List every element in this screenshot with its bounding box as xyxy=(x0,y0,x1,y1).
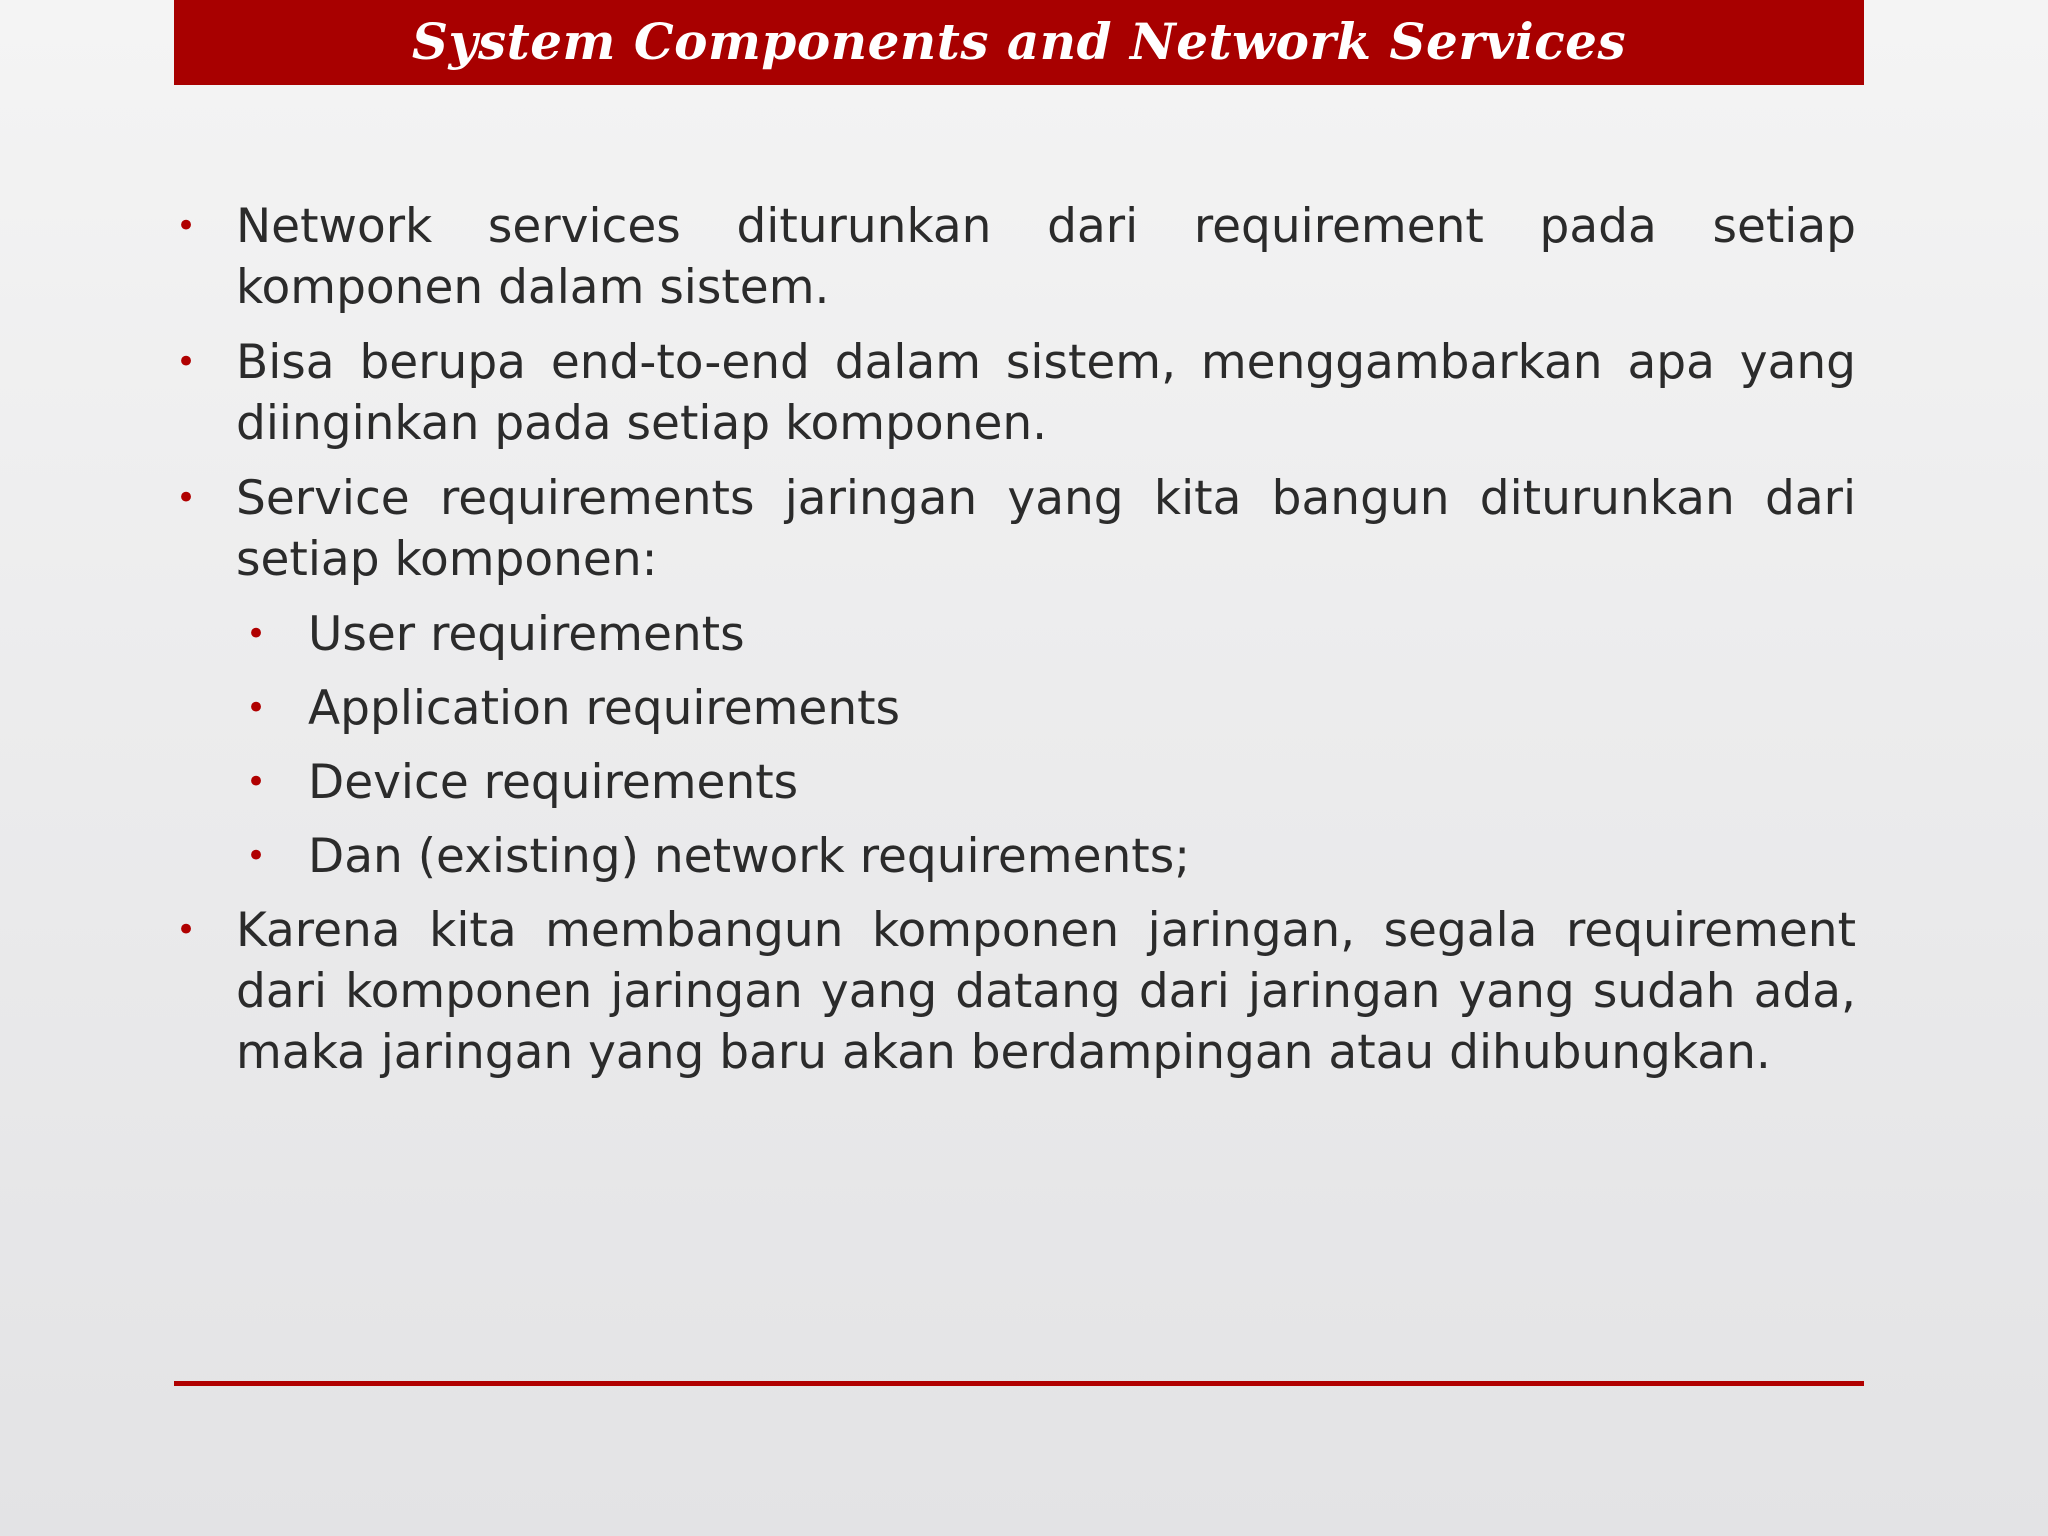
bullet-list xyxy=(174,196,1856,1097)
bullet-icon: • xyxy=(246,614,267,654)
sub-bullet-item xyxy=(174,752,1856,813)
sub-bullet-text: Device requirements xyxy=(308,755,799,810)
bullet-text: Karena kita membangun komponen jaringan, segala requirement dari komponen jaringan yang datang dari jaringan yang sudah ada, maka jaringan yang baru akan berdampingan atau dihubungkan. xyxy=(236,903,1856,1080)
bullet-item xyxy=(174,900,1856,1083)
bullet-icon: • xyxy=(246,836,267,876)
title-bar xyxy=(174,0,1864,85)
bullet-icon: • xyxy=(246,762,267,802)
sub-bullet-text: Dan (existing) network requirements; xyxy=(308,829,1191,884)
bullet-text: Network services diturunkan dari requirement pada setiap komponen dalam sistem. xyxy=(236,199,1856,315)
bullet-item xyxy=(174,196,1856,318)
bullet-text: Bisa berupa end-to-end dalam sistem, menggambarkan apa yang diinginkan pada setiap komponen. xyxy=(236,335,1856,451)
bullet-icon: • xyxy=(176,910,197,950)
bullet-icon: • xyxy=(176,478,197,518)
bullet-icon: • xyxy=(176,206,197,246)
sub-bullet-item xyxy=(174,678,1856,739)
bullet-item xyxy=(174,332,1856,454)
sub-bullet-text: User requirements xyxy=(308,607,745,662)
sub-bullet-item xyxy=(174,604,1856,665)
sub-bullet-text: Application requirements xyxy=(308,681,901,736)
bullet-item xyxy=(174,468,1856,590)
bullet-text: Service requirements jaringan yang kita bangun diturunkan dari setiap komponen: xyxy=(236,471,1856,587)
bottom-divider xyxy=(174,1381,1864,1386)
sub-bullet-item xyxy=(174,826,1856,887)
slide-title: System Components and Network Services xyxy=(411,11,1627,71)
bullet-icon: • xyxy=(176,342,197,382)
bullet-icon: • xyxy=(246,688,267,728)
